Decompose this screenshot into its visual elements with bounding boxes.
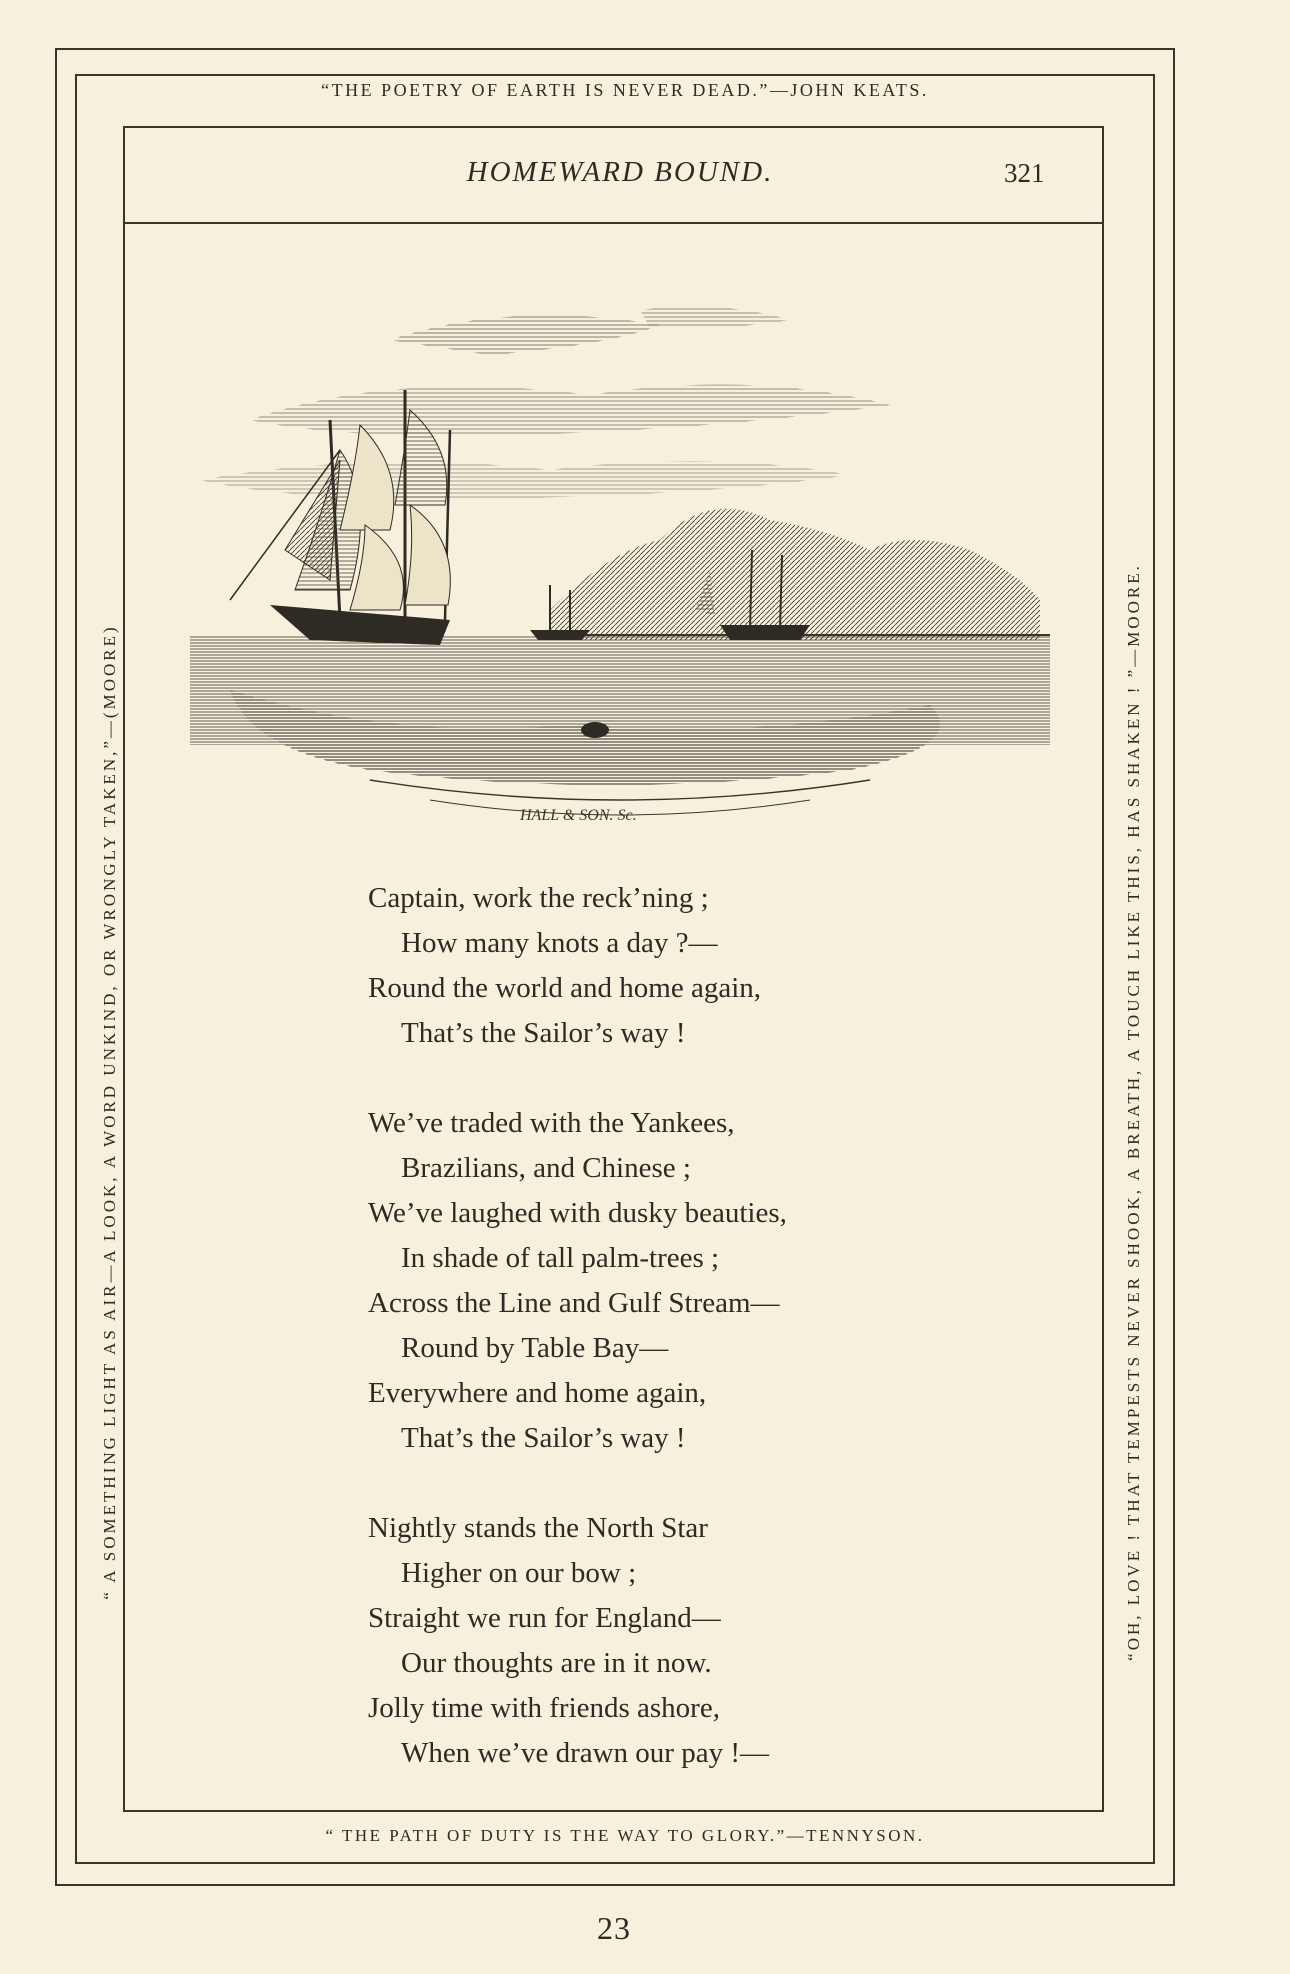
bottom-margin-quote: “ THE PATH OF DUTY IS THE WAY TO GLORY.”—TENNYSON. [325,1826,925,1845]
sky-clouds [200,307,890,499]
poem-line: That’s the Sailor’s way ! [401,1017,686,1049]
poem-line: We’ve laughed with dusky beauties, [368,1197,787,1229]
poem-line: Across the Line and Gulf Stream— [368,1287,780,1319]
poem-line: Round the world and home again, [368,972,762,1004]
coastline-hills [550,509,1050,640]
poem-line: Round by Table Bay— [401,1332,669,1364]
left-margin-quote: “ A SOMETHING LIGHT AS AIR—A LOOK, A WORD UNKIND, OR WRONGLY TAKEN,”—(MOORE) [100,624,119,1600]
ship-engraving [190,300,1050,840]
poem-line: We’ve traded with the Yankees, [368,1107,735,1139]
poem-line: Brazilians, and Chinese ; [401,1152,691,1184]
right-margin-quote: “OH, LOVE ! THAT TEMPESTS NEVER SHOOK, A BREATH, A TOUCH LIKE THIS, HAS SHAKEN ! ”—MOORE. [1124,563,1143,1661]
page-number: 321 [1004,158,1045,188]
sea [190,635,1050,815]
poem-line: How many knots a day ?— [401,927,718,959]
signature-mark: 23 [597,1910,631,1946]
poem-line: Higher on our bow ; [401,1557,637,1589]
poem-line: That’s the Sailor’s way ! [401,1422,686,1454]
engraver-signature: HALL & SON. Sc. [520,807,637,824]
poem-line: Captain, work the reck’ning ; [368,882,709,914]
running-head-rule [123,222,1104,224]
poem-line: Nightly stands the North Star [368,1512,708,1544]
poem [368,876,787,1776]
running-title: HOMEWARD BOUND. [466,156,774,188]
floating-buoy [581,722,609,738]
stanza-gap [368,1056,787,1101]
poem-line: Everywhere and home again, [368,1377,707,1409]
top-margin-quote: “THE POETRY OF EARTH IS NEVER DEAD.”—JOHN KEATS. [321,80,929,100]
poem-line: In shade of tall palm-trees ; [401,1242,720,1274]
poem-line: Straight we run for England— [368,1602,721,1634]
poem-line: When we’ve drawn our pay !— [401,1737,769,1769]
poem-line: Our thoughts are in it now. [401,1647,712,1679]
poem-line: Jolly time with friends ashore, [368,1692,720,1724]
stanza-gap [368,1461,787,1506]
